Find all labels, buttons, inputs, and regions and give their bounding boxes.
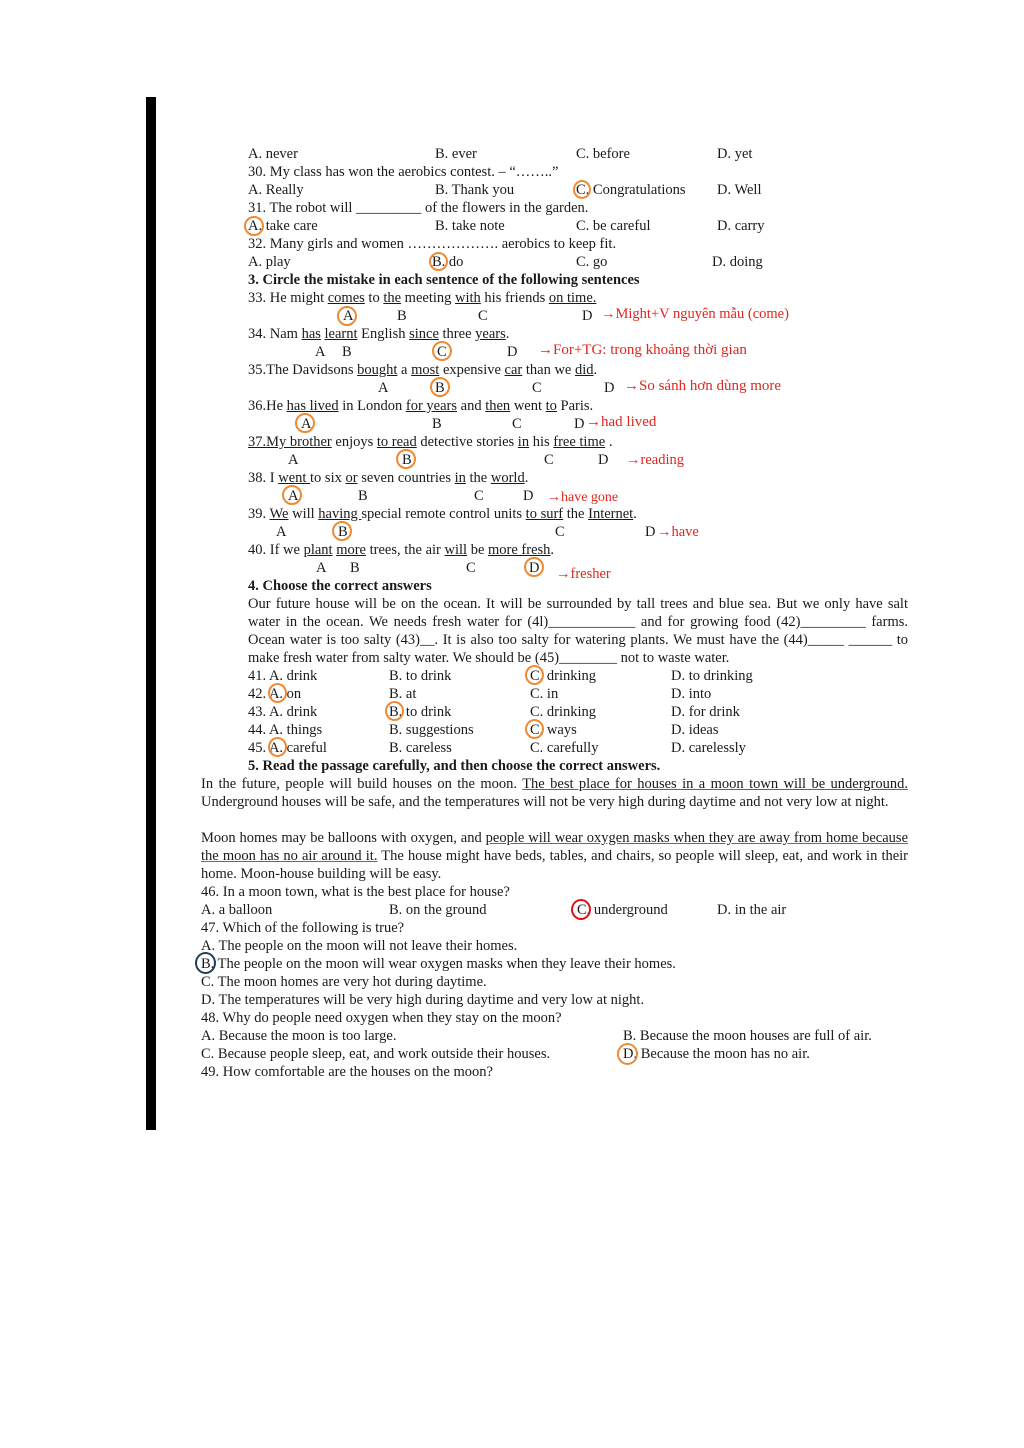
q34-sentence: 34. Nam has learnt English since three years. <box>248 326 510 342</box>
q29-option-b: B. ever <box>435 146 477 162</box>
q34-label-d: D <box>507 344 518 360</box>
q44-option-a: 44. A. things <box>248 722 323 738</box>
q34-label-b: B <box>342 344 352 360</box>
answer-circle <box>337 306 357 326</box>
q31-option-a: A. take care <box>248 218 318 234</box>
q39-label-a: A <box>276 524 287 540</box>
answer-circle <box>268 683 287 703</box>
answer-circle <box>268 737 287 757</box>
q38-label-c: C <box>474 488 484 504</box>
answer-circle <box>244 216 264 236</box>
q33-correction-note: →Might+V nguyên mẫu (come) <box>601 306 789 322</box>
q49-stem: 49. How comfortable are the houses on the moon? <box>201 1064 493 1080</box>
q29-option-c: C. before <box>576 146 630 162</box>
q29-option-a: A. never <box>248 146 298 162</box>
q39-label-d: D <box>645 524 656 540</box>
q42-option-b: B. at <box>389 686 417 702</box>
section-5-title: 5. Read the passage carefully, and then choose the correct answers. <box>248 758 661 774</box>
q31-option-d: D. carry <box>717 218 765 234</box>
answer-circle <box>571 899 591 920</box>
q36-sentence: 36.He has lived in London for years and then went to Paris. <box>248 398 594 414</box>
answer-circle <box>332 521 352 541</box>
q30-option-d: D. Well <box>717 182 762 198</box>
q46-option-d: D. in the air <box>717 902 787 918</box>
q36-label-c: C <box>512 416 522 432</box>
q43-option-c: C. drinking <box>530 704 597 720</box>
q48-option-d: D. Because the moon has no air. <box>623 1046 810 1062</box>
q30-stem: 30. My class has won the aerobics contest. – “……..” <box>248 164 559 180</box>
answer-circle <box>525 719 544 739</box>
q32-option-c: C. go <box>576 254 608 270</box>
q41-option-a: 41. A. drink <box>248 668 318 684</box>
q40-label-b: B <box>350 560 360 576</box>
answer-circle <box>432 341 452 361</box>
q46-option-c: C. underground <box>577 902 668 918</box>
q30-option-c: C. Congratulations <box>576 182 686 198</box>
q32-option-b: B. do <box>432 254 464 270</box>
q31-option-c: C. be careful <box>576 218 651 234</box>
q38-label-a: A <box>288 488 299 504</box>
q41-option-d: D. to drinking <box>671 668 753 684</box>
q37-label-c: C <box>544 452 554 468</box>
page-left-bar <box>146 97 156 1130</box>
q34-correction-note: →For+TG: trong khoảng thời gian <box>538 342 747 358</box>
q43-option-b: B. to drink <box>389 704 452 720</box>
q44-option-b: B. suggestions <box>389 722 474 738</box>
answer-circle <box>282 485 302 505</box>
q48-option-b: B. Because the moon houses are full of air. <box>623 1028 872 1044</box>
q37-label-b: B <box>402 452 412 468</box>
q35-sentence: 35.The Davidsons bought a most expensive car than we did. <box>248 362 598 378</box>
q32-stem: 32. Many girls and women ………………. aerobics to keep fit. <box>248 236 617 252</box>
q40-label-a: A <box>316 560 327 576</box>
q44-option-d: D. ideas <box>671 722 719 738</box>
answer-circle <box>295 413 315 433</box>
section-5-paragraph-1: In the future, people will build houses on the moon. The best place for houses in a moon town will be underground. Underground houses will be safe, and the temperatures will not be very high during daytime and not very low at night. <box>201 776 908 810</box>
q48-option-a: A. Because the moon is too large. <box>201 1028 397 1044</box>
q30-option-b: B. Thank you <box>435 182 515 198</box>
q37-label-d: D <box>598 452 609 468</box>
q36-label-d: D <box>574 416 585 432</box>
q35-label-a: A <box>378 380 389 396</box>
section-4-passage: Our future house will be on the ocean. It will be surrounded by tall trees and blue sea. But we only have salt water in the ocean. We needs fresh water for (4l)____________ and for growing food (42)_________ farms. Ocean water is too salty (43)__. It is also too salty for watering plants. We must have the (44)_____ ______ to make fresh water from salty water. We should be (45)________ not to waste water. <box>248 596 908 666</box>
q35-label-d: D <box>604 380 615 396</box>
q37-correction-note: →reading <box>626 452 684 468</box>
answer-circle <box>573 180 591 199</box>
q38-correction-note: →have gone <box>547 490 619 505</box>
section-4-title: 4. Choose the correct answers <box>248 578 432 594</box>
q45-option-c: C. carefully <box>530 740 599 756</box>
q46-option-a: A. a balloon <box>201 902 273 918</box>
q29-option-d: D. yet <box>717 146 753 162</box>
q33-label-b: B <box>397 308 407 324</box>
q47-option-c: C. The moon homes are very hot during daytime. <box>201 974 487 990</box>
q40-sentence: 40. If we plant more trees, the air will be more fresh. <box>248 542 555 558</box>
q41-option-c: C. drinking <box>530 668 597 684</box>
q35-correction-note: →So sánh hơn dùng more <box>624 378 782 394</box>
q39-label-c: C <box>555 524 565 540</box>
q33-label-a: A <box>343 308 354 324</box>
q43-option-a: 43. A. drink <box>248 704 318 720</box>
section-5-paragraph-2: Moon homes may be balloons with oxygen, and people will wear oxygen masks when they are away from home because the moon has no air around it. The house might have beds, tables, and chairs, so people will sleep, eat, and work in their home. Moon-house building will be easy. <box>201 830 909 882</box>
q35-label-b: B <box>435 380 445 396</box>
answer-circle <box>430 377 450 397</box>
q39-correction-note: →have <box>657 524 699 540</box>
q43-option-d: D. for drink <box>671 704 740 720</box>
answer-circle <box>385 701 404 721</box>
q33-label-d: D <box>582 308 593 324</box>
q46-stem: 46. In a moon town, what is the best place for house? <box>201 884 510 900</box>
section-3-title: 3. Circle the mistake in each sentence of the following sentences <box>248 272 640 288</box>
answer-circle <box>525 665 544 685</box>
q30-option-a: A. Really <box>248 182 304 198</box>
q39-sentence: 39. We will having special remote control units to surf the Internet. <box>248 506 637 522</box>
q42-option-d: D. into <box>671 686 712 702</box>
q37-label-a: A <box>288 452 299 468</box>
q42-option-c: C. in <box>530 686 559 702</box>
answer-circle <box>195 952 216 974</box>
q32-option-d: D. doing <box>712 254 763 270</box>
q32-option-a: A. play <box>248 254 291 270</box>
q48-option-c: C. Because people sleep, eat, and work outside their houses. <box>201 1046 551 1062</box>
q38-label-d: D <box>523 488 534 504</box>
q38-label-b: B <box>358 488 368 504</box>
q42-option-a: 42. A. on <box>248 686 302 702</box>
q31-option-b: B. take note <box>435 218 505 234</box>
q40-label-c: C <box>466 560 476 576</box>
q47-stem: 47. Which of the following is true? <box>201 920 405 936</box>
q47-option-a: A. The people on the moon will not leave their homes. <box>201 938 518 954</box>
answer-circle <box>524 557 544 577</box>
q35-label-c: C <box>532 380 542 396</box>
q40-label-d: D <box>529 560 540 576</box>
q41-option-b: B. to drink <box>389 668 452 684</box>
q45-option-a: 45. A. careful <box>248 740 327 756</box>
q34-label-a: A <box>315 344 326 360</box>
q36-label-b: B <box>432 416 442 432</box>
answer-circle <box>429 252 448 271</box>
q33-sentence: 33. He might comes to the meeting with his friends on time. <box>248 290 597 306</box>
q37-sentence: 37.My brother enjoys to read detective stories in his free time . <box>248 434 613 450</box>
q48-stem: 48. Why do people need oxygen when they stay on the moon? <box>201 1010 562 1026</box>
answer-circle <box>396 449 416 469</box>
q40-correction-note: →fresher <box>556 566 611 582</box>
q45-option-d: D. carelessly <box>671 740 746 756</box>
q45-option-b: B. careless <box>389 740 452 756</box>
q31-stem: 31. The robot will _________ of the flowers in the garden. <box>248 200 589 216</box>
q47-option-d: D. The temperatures will be very high during daytime and very low at night. <box>201 992 645 1008</box>
q44-option-c: C. ways <box>530 722 577 738</box>
q38-sentence: 38. I went to six or seven countries in the world. <box>248 470 529 486</box>
q47-option-b: B. The people on the moon will wear oxygen masks when they leave their homes. <box>201 956 676 972</box>
q39-label-b: B <box>338 524 348 540</box>
answer-circle <box>617 1043 638 1065</box>
q46-option-b: B. on the ground <box>389 902 487 918</box>
q36-label-a: A <box>301 416 312 432</box>
q36-correction-note: →had lived <box>586 414 657 430</box>
q33-label-c: C <box>478 308 488 324</box>
q34-label-c: C <box>437 344 447 360</box>
